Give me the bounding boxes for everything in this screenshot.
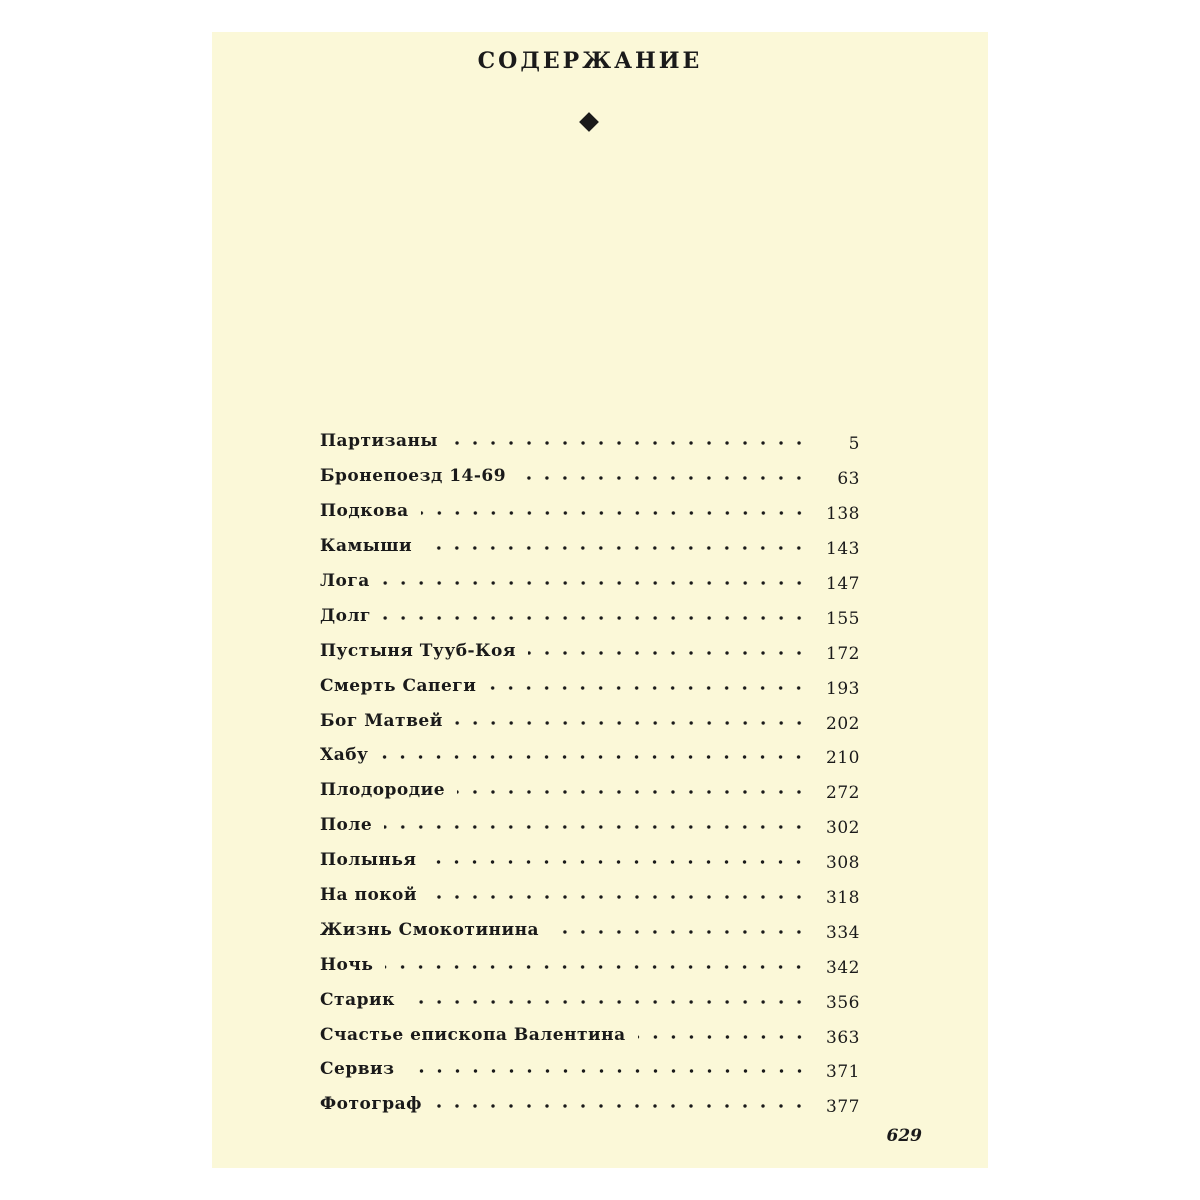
toc-entry	[320, 1017, 860, 1052]
toc-entry-page: 143	[826, 539, 860, 560]
dot-leader	[424, 546, 808, 550]
dot-leader	[421, 511, 808, 515]
book-page	[212, 32, 988, 1168]
toc-entry-page: 356	[826, 992, 860, 1013]
toc-entry-title: Камыши	[320, 536, 420, 556]
dot-leader	[551, 930, 808, 934]
toc-entry-page: 363	[826, 1027, 860, 1048]
toc-entry-title: Поле	[320, 815, 380, 835]
toc-entry	[320, 738, 860, 773]
toc-entry-page: 272	[826, 783, 860, 804]
dot-leader	[434, 1104, 808, 1108]
toc-entry-page: 155	[826, 608, 860, 629]
toc-entry-page: 193	[826, 678, 860, 699]
toc-entry	[320, 668, 860, 703]
toc-entry-title: Старик	[320, 990, 403, 1010]
dot-leader	[407, 1000, 808, 1004]
dot-leader	[384, 825, 808, 829]
dot-leader	[528, 651, 808, 655]
toc-entry-title: Сервиз	[320, 1059, 403, 1079]
table-of-contents	[320, 424, 860, 1122]
dot-leader	[383, 616, 808, 620]
toc-entry-page: 210	[826, 748, 860, 769]
toc-entry	[320, 598, 860, 633]
toc-entry-title: Лога	[320, 571, 378, 591]
dot-leader	[407, 1069, 808, 1073]
dot-leader	[488, 686, 808, 690]
toc-entry-page: 334	[826, 922, 860, 943]
dot-leader	[382, 581, 808, 585]
dot-leader	[518, 476, 808, 480]
toc-entry-page: 63	[837, 469, 860, 490]
toc-entry-title: Счастье епископа Валентина	[320, 1025, 634, 1045]
toc-entry-page: 377	[826, 1097, 860, 1118]
toc-entry-page: 202	[826, 713, 860, 734]
dot-leader	[429, 895, 808, 899]
dot-leader	[380, 755, 808, 759]
toc-entry-title: Ночь	[320, 955, 381, 975]
toc-entry	[320, 947, 860, 982]
toc-entry-title: Фотограф	[320, 1094, 430, 1114]
toc-entry-page: 318	[826, 888, 860, 909]
diamond-icon	[579, 112, 599, 132]
page-number: 629	[886, 1126, 922, 1146]
toc-entry	[320, 564, 860, 599]
toc-entry-title: Бронепоезд 14-69	[320, 466, 514, 486]
dot-leader	[455, 721, 808, 725]
toc-entry-title: Партизаны	[320, 431, 446, 451]
toc-entry-title: Смерть Сапеги	[320, 676, 484, 696]
toc-entry-page: 147	[826, 574, 860, 594]
dot-leader	[457, 790, 808, 794]
toc-entry-page: 371	[826, 1062, 860, 1083]
toc-entry	[320, 878, 860, 913]
toc-entry-title: Хабу	[320, 745, 376, 765]
toc-entry	[320, 843, 860, 878]
toc-entry	[320, 703, 860, 738]
toc-entry	[320, 1052, 860, 1087]
toc-entry-title: Плодородие	[320, 780, 453, 800]
toc-entry-title: Жизнь Смокотинина	[320, 920, 547, 940]
toc-entry	[320, 912, 860, 947]
toc-entry-title: Бог Матвей	[320, 711, 451, 731]
toc-entry	[320, 808, 860, 843]
toc-entry-page: 138	[826, 504, 860, 525]
toc-entry	[320, 424, 860, 459]
dot-leader	[450, 441, 808, 445]
toc-entry-title: Полынья	[320, 850, 424, 870]
toc-entry-title: Подкова	[320, 501, 417, 521]
toc-entry	[320, 773, 860, 808]
toc-entry	[320, 982, 860, 1017]
toc-entry	[320, 529, 860, 564]
toc-entry-title: Долг	[320, 606, 379, 626]
toc-entry-title: Пустыня Тууб-Коя	[320, 641, 524, 661]
page-title: СОДЕРЖАНИЕ	[477, 48, 703, 74]
toc-entry-page: 342	[826, 957, 860, 978]
toc-entry-page: 302	[826, 818, 860, 839]
dot-leader	[638, 1035, 808, 1039]
toc-entry	[320, 494, 860, 529]
toc-entry	[320, 633, 860, 668]
toc-entry	[320, 459, 860, 494]
toc-entry-page: 308	[826, 853, 860, 874]
dot-leader	[428, 860, 808, 864]
dot-leader	[385, 965, 808, 969]
toc-entry	[320, 1087, 860, 1122]
toc-entry-page: 172	[826, 643, 860, 664]
toc-entry-page: 5	[848, 434, 860, 455]
toc-entry-title: На покой	[320, 885, 425, 905]
